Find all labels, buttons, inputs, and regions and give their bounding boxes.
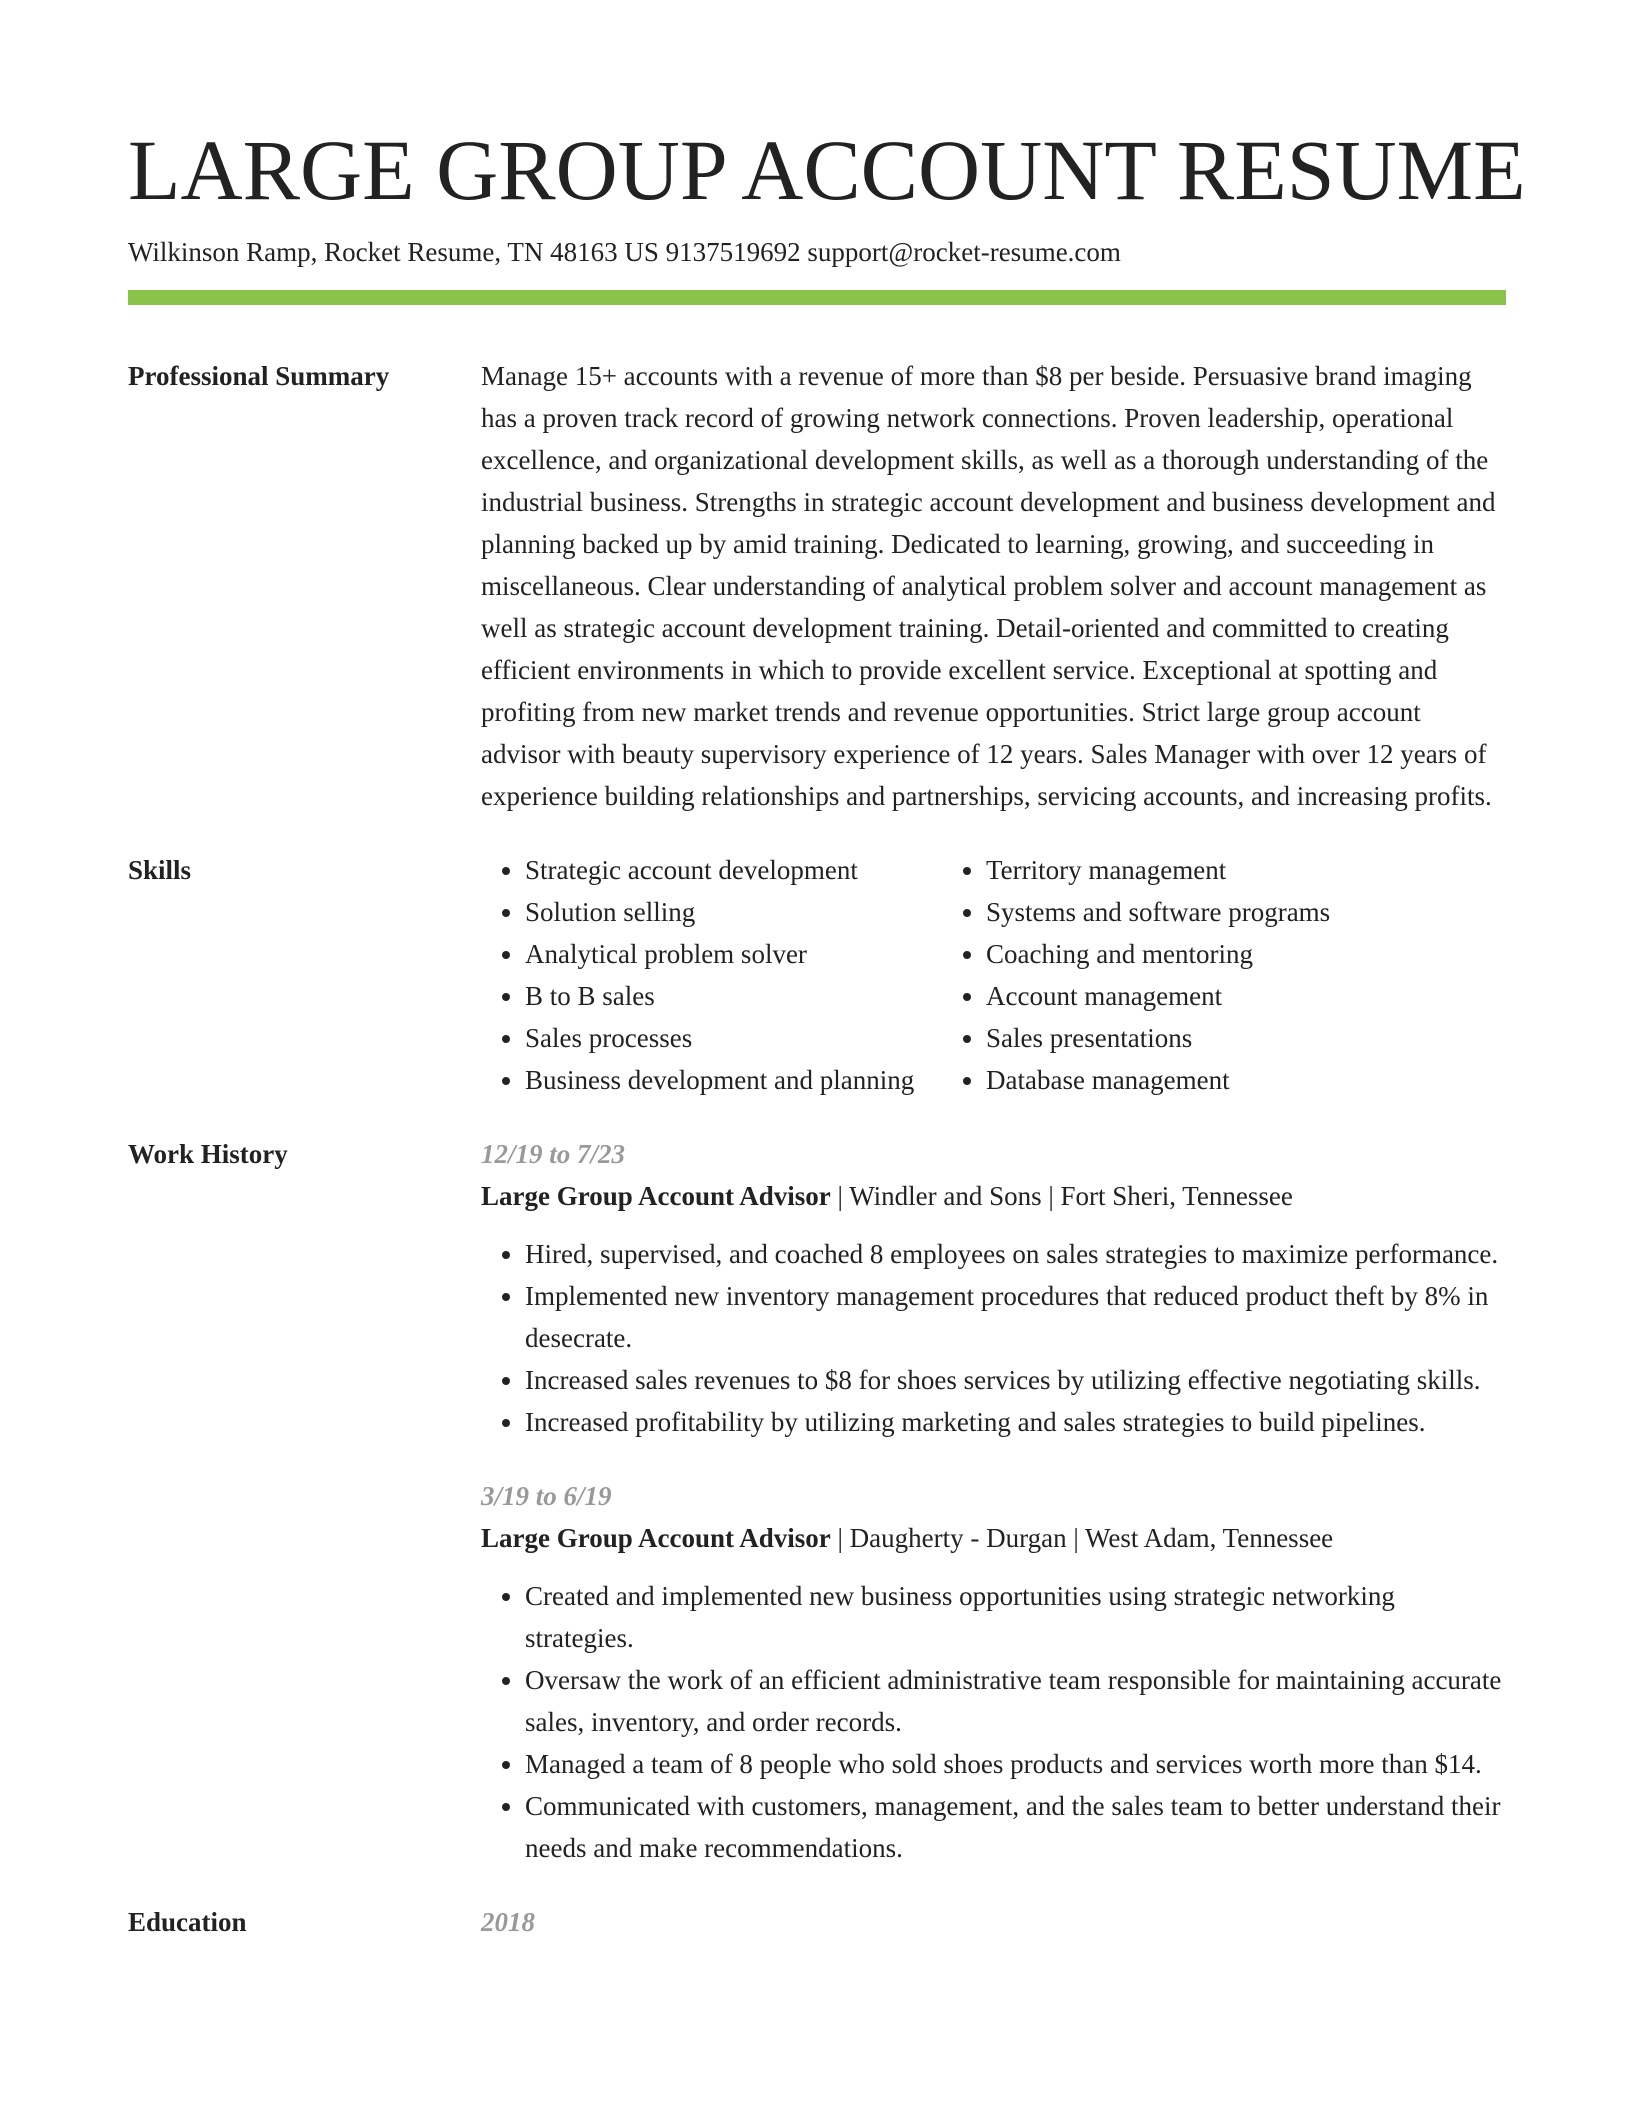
summary-text: Manage 15+ accounts with a revenue of more than $8 per beside. Persuasive brand imaging has a proven track record of growing network connections. Proven leadership, operational excellence, and organizational development skills, as well as a thorough understanding of the industrial business. Strengths in strategic account development and business development and planning backed up by amid training. Dedicated to learning, growing, and succeeding in miscellaneous. Clear understanding of analytical problem solver and account management as well as strategic account development training. Detail-oriented and committed to creating efficient environments in which to provide excellent service. Exceptional at spotting and profiting from new market trends and revenue opportunities. Strict large group account advisor with beauty supervisory experience of 12 years. Sales Manager with over 12 years of experience building relationships and partnerships, servicing accounts, and increasing profits. [481,361,1496,811]
resume-page [128,0,1526,1943]
job-bullet: • Oversaw the work of an efficient administrative team responsible for maintaining accurate sales, inventory, and order records. [525,1659,1506,1743]
job-bullet: • Implemented new inventory management procedures that reduced product theft by 8% in desecrate. [525,1275,1506,1359]
job-bullet-list [481,1575,1506,1869]
job-title: Large Group Account Advisor [481,1181,831,1211]
contact-line [128,234,1506,270]
skills-label: Skills [128,855,192,885]
skill-item: • B to B sales [525,975,942,1017]
job-bullet: • Increased sales revenues to $8 for shoes services by utilizing effective negotiating skills. [525,1359,1506,1401]
job-dates: 3/19 to 6/19 [481,1481,612,1511]
skill-item: • Systems and software programs [986,891,1506,933]
summary-label: Professional Summary [128,361,390,391]
skill-item: • Strategic account development [525,849,942,891]
education-section [128,1901,1506,1943]
skill-item: • Business development and planning [525,1059,942,1101]
job-heading [481,1517,1506,1559]
summary-section [128,355,1506,817]
job-employer-location: | Windler and Sons | Fort Sheri, Tennessee [830,1181,1293,1211]
job-employer-location: | Daugherty - Durgan | West Adam, Tennessee [830,1523,1334,1553]
work-history-section [128,1133,1506,1869]
job-bullet: • Created and implemented new business opportunities using strategic networking strategies. [525,1575,1506,1659]
job-bullet-list [481,1233,1506,1443]
job-entry [481,1133,1506,1443]
contact-email: support@rocket-resume.com [807,237,1121,267]
skill-item: • Solution selling [525,891,942,933]
resume-title: LARGE GROUP ACCOUNT RESUME [128,122,1526,218]
skills-list-left [481,849,942,1101]
job-bullet: • Communicated with customers, management, and the sales team to better understand their needs and make recommendations. [525,1785,1506,1869]
skill-item: • Analytical problem solver [525,933,942,975]
job-dates: 12/19 to 7/23 [481,1139,626,1169]
skills-section [128,849,1506,1101]
skill-item: • Sales processes [525,1017,942,1059]
skill-item: • Account management [986,975,1506,1017]
skill-item: • Database management [986,1059,1506,1101]
skills-list-right [942,849,1506,1101]
job-entry [481,1475,1506,1869]
accent-divider [128,290,1506,305]
contact-address: Wilkinson Ramp, Rocket Resume, TN 48163 US [128,237,659,267]
job-bullet: • Increased profitability by utilizing marketing and sales strategies to build pipelines. [525,1401,1506,1443]
skill-item: • Coaching and mentoring [986,933,1506,975]
skill-item: • Territory management [986,849,1506,891]
skill-item: • Sales presentations [986,1017,1506,1059]
contact-phone: 9137519692 [665,237,801,267]
job-bullet: • Hired, supervised, and coached 8 employees on sales strategies to maximize performance. [525,1233,1506,1275]
work-history-label: Work History [128,1139,288,1169]
skills-columns [481,849,1506,1101]
job-bullet: • Managed a team of 8 people who sold shoes products and services worth more than $14. [525,1743,1506,1785]
job-title: Large Group Account Advisor [481,1523,831,1553]
education-label: Education [128,1907,247,1937]
education-dates: 2018 [481,1907,535,1937]
job-heading [481,1175,1506,1217]
